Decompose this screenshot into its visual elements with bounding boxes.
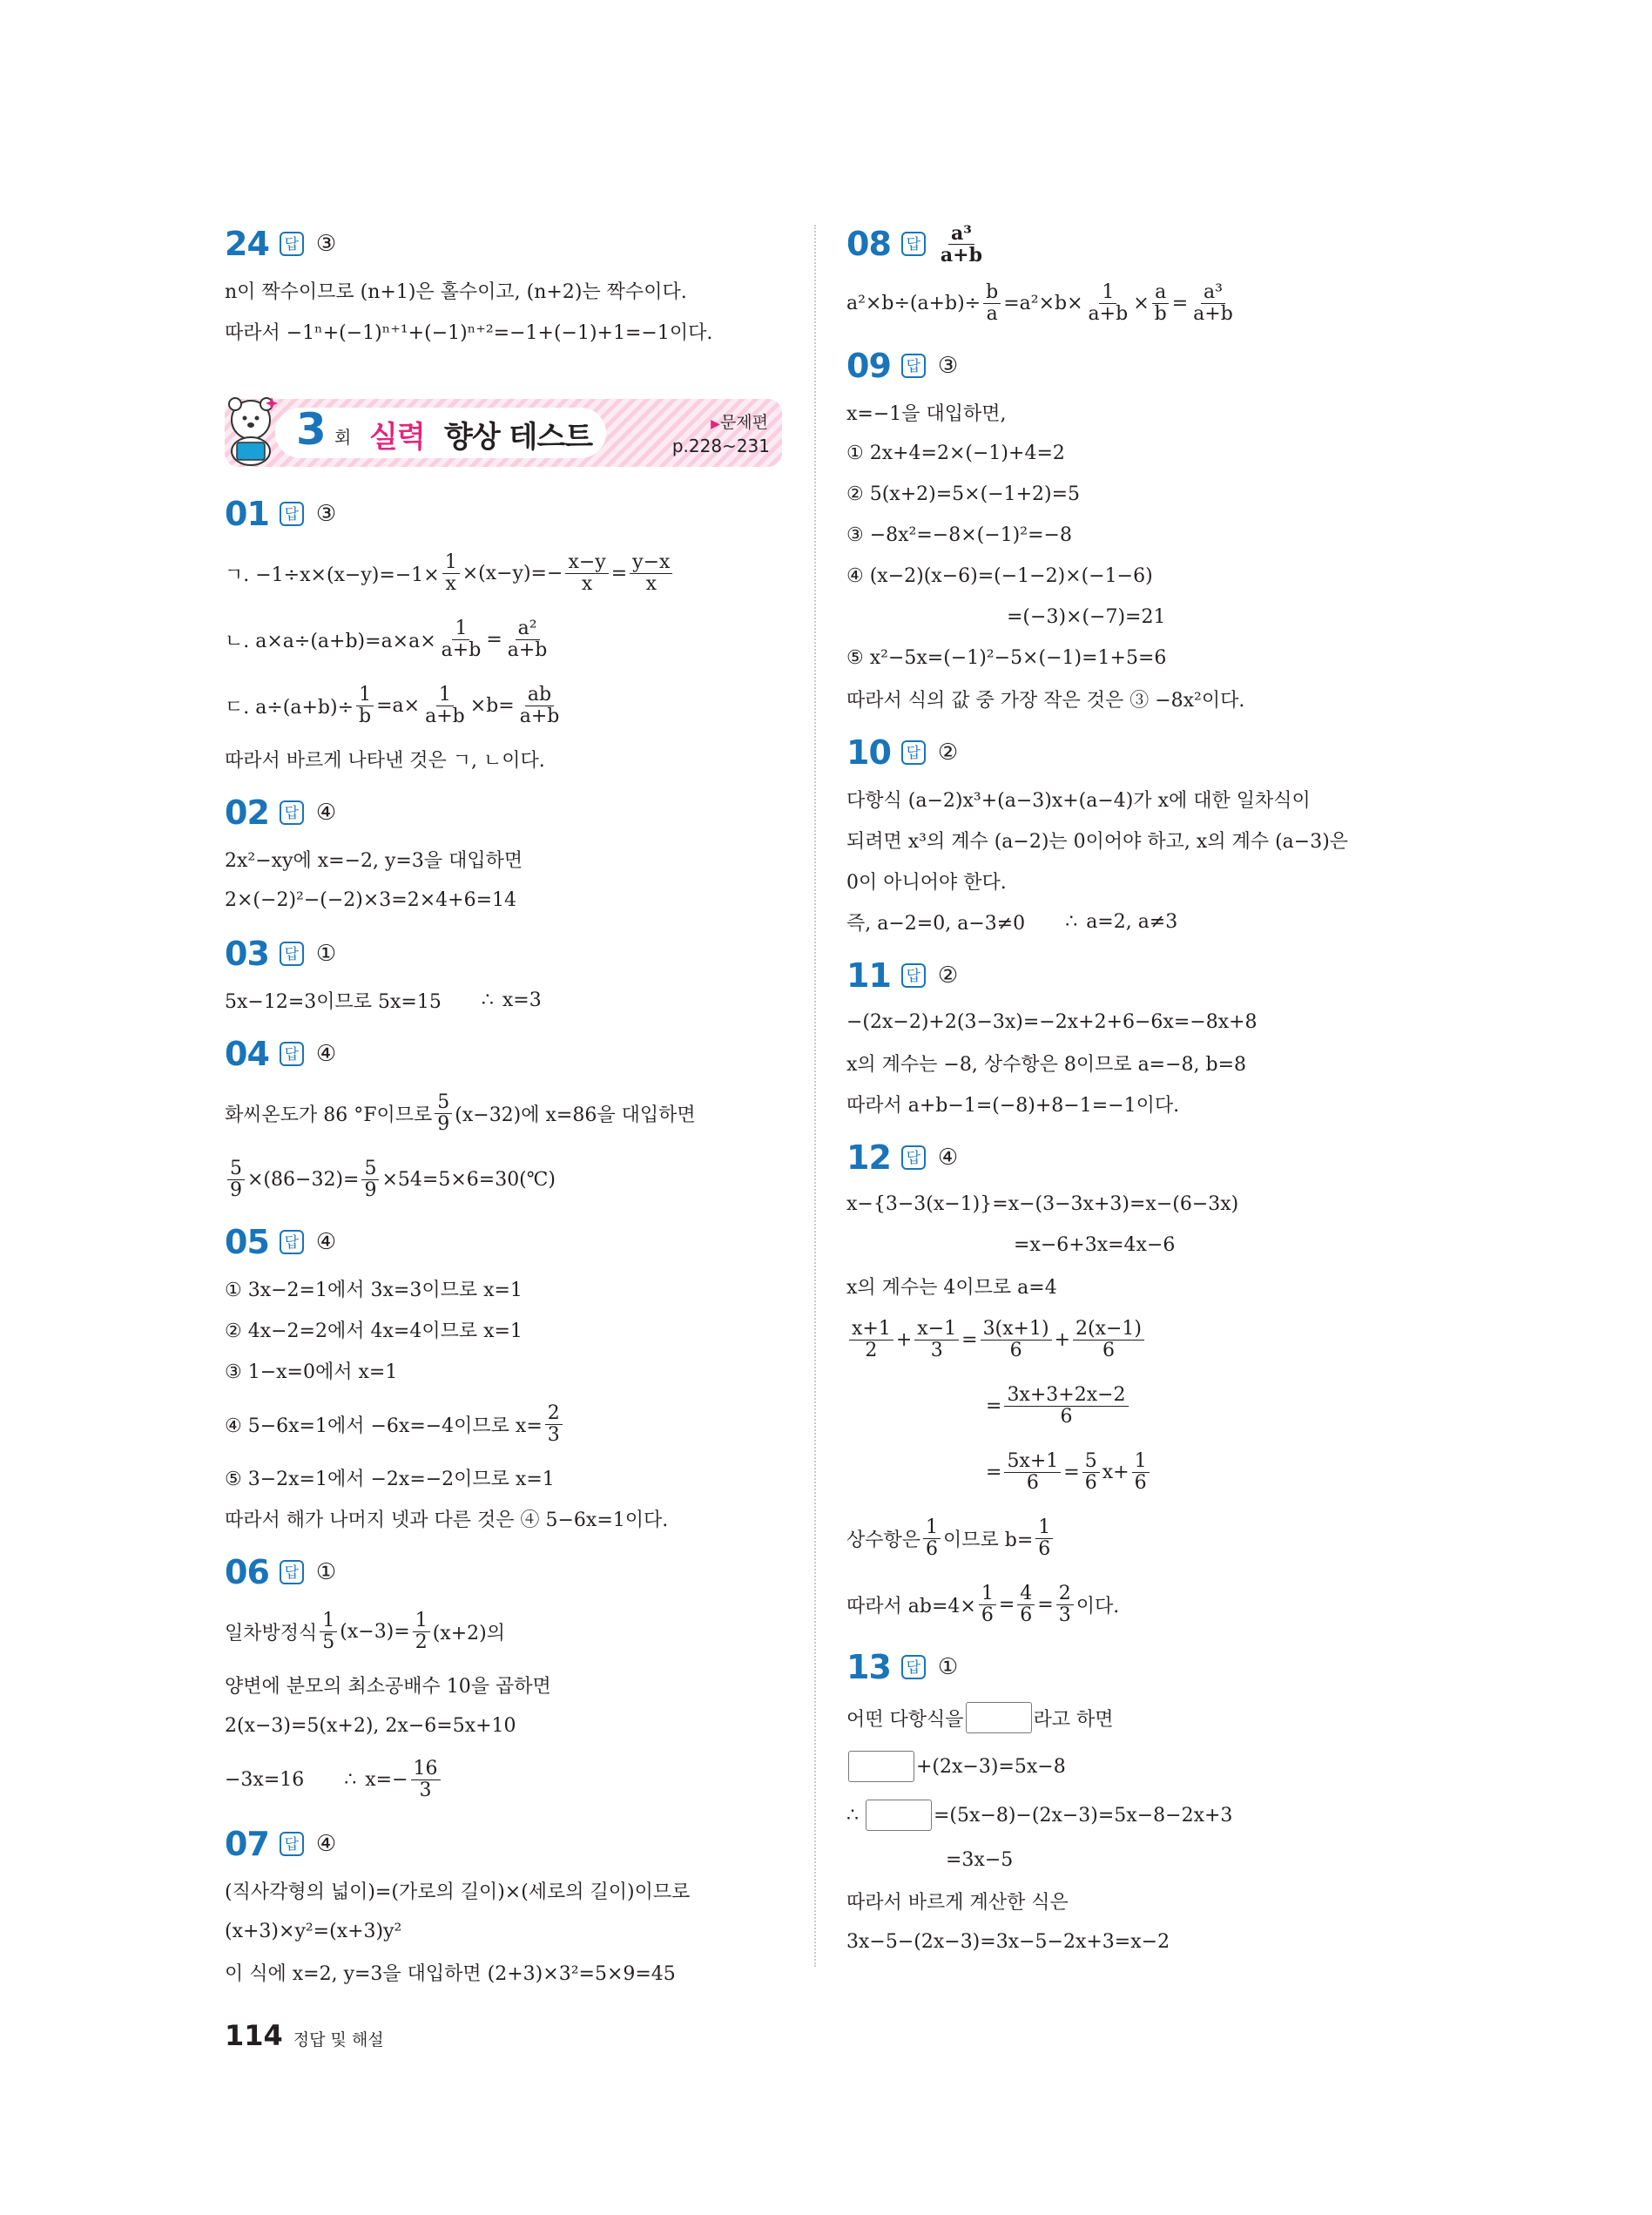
math-text: + (1054, 1328, 1071, 1351)
question-03 (225, 928, 782, 1021)
fraction-numerator: a² (516, 618, 540, 640)
solution-line: 되려면 x³의 계수 (a−2)는 0이어야 하고, x의 계수 (a−3)은 (846, 831, 1349, 853)
math-text: ×(x−y)=− (462, 562, 563, 584)
math-text: = (610, 562, 628, 584)
question-number: 12 (846, 1138, 891, 1177)
blank-box (866, 1800, 932, 1831)
answer: ① (315, 1559, 337, 1585)
solution-line: 따라서 해가 나머지 넷과 다른 것은 ④ 5−6x=1이다. (225, 1509, 669, 1531)
question-number: 01 (225, 495, 269, 533)
answer-badge: 답 (901, 963, 926, 988)
solution-line (846, 1791, 1421, 1840)
solution-line: −(2x−2)+2(3−3x)=−2x+2+6−6x=−8x+8 (846, 1011, 1258, 1033)
page-number: 114 (225, 2019, 283, 2052)
fraction (1017, 1584, 1035, 1626)
solution-line: ① 3x−2=1에서 3x=3이므로 x=1 (225, 1280, 523, 1301)
solution-line: 양변에 분모의 최소공배수 10을 곱하면 (225, 1676, 551, 1698)
math-text: (x−3)= (340, 1620, 410, 1643)
fraction (1004, 1385, 1128, 1428)
fraction (565, 552, 608, 595)
question-10 (846, 726, 1421, 942)
answer: ④ (315, 1229, 337, 1255)
fraction (411, 1759, 441, 1801)
fraction-numerator: ab (525, 685, 554, 706)
math-text: ∴ (481, 989, 494, 1011)
fraction-numerator: 1 (1132, 1451, 1150, 1473)
math-text: × (1133, 292, 1150, 314)
fraction (1152, 282, 1170, 325)
fraction (356, 685, 374, 727)
polar-bear-icon (223, 394, 279, 467)
fraction-numerator: 1 (320, 1611, 337, 1632)
math-text: =(5x−8)−(2x−3)=5x−8−2x+3 (934, 1804, 1233, 1827)
round-number: 3 (296, 404, 327, 455)
solution-line: 다항식 (a−2)x³+(a−3)x+(a−4)가 x에 대한 일차식이 (846, 790, 1311, 812)
fraction (1035, 1517, 1053, 1560)
solution-line (225, 1080, 782, 1146)
fraction-denominator: a (986, 302, 998, 325)
left-column (225, 218, 782, 352)
solution-line: 2x²−xy에 x=−2, y=3을 대입하면 (225, 850, 523, 872)
math-text: = (986, 1395, 1002, 1417)
fraction (1073, 1319, 1144, 1361)
math-text: 이므로 b= (943, 1529, 1034, 1551)
answer: ③ (315, 231, 337, 257)
question-12 (846, 1131, 1421, 1638)
fraction-numerator: 1 (442, 552, 460, 574)
answer-badge: 답 (280, 800, 304, 825)
question-number: 07 (225, 1825, 269, 1863)
question-13 (846, 1641, 1421, 1962)
fraction (1132, 1451, 1150, 1494)
solution-line (225, 980, 782, 1021)
fraction (413, 1611, 430, 1653)
fraction-denominator: x (645, 572, 657, 595)
solution-line (225, 1746, 782, 1813)
fraction-denominator: 6 (981, 1604, 994, 1626)
fraction-numerator: a³ (948, 223, 974, 245)
fraction (1190, 282, 1236, 325)
fraction-denominator: x (581, 572, 593, 595)
math-text: ∴ (344, 1768, 357, 1791)
solution-line: (x+3)×y²=(x+3)y² (225, 1921, 402, 1942)
fraction (981, 1319, 1052, 1361)
solution-line (846, 1505, 1421, 1571)
fraction-numerator: 5 (227, 1158, 245, 1180)
fraction-numerator: 4 (1017, 1584, 1035, 1605)
answer-badge: 답 (280, 502, 304, 526)
solution-line: 따라서 a+b−1=(−8)+8−1=−1이다. (846, 1095, 1180, 1117)
math-text: −3x=16 (225, 1768, 305, 1791)
math-text: x=− (365, 1768, 408, 1791)
fraction (923, 1517, 941, 1560)
answer: ① (937, 1654, 959, 1680)
fraction-numerator: 2 (545, 1403, 563, 1425)
fraction-denominator: a+b (1193, 302, 1233, 325)
fraction-denominator: 6 (1084, 1471, 1097, 1494)
fraction-denominator: 2 (865, 1339, 878, 1361)
solution-line (846, 1439, 1421, 1505)
question-number: 13 (846, 1648, 891, 1686)
math-text: = (998, 1593, 1015, 1616)
blank-box (848, 1751, 914, 1782)
solution-line: 2×(−2)²−(−2)×3=2×4+6=14 (225, 889, 517, 911)
question-number: 03 (225, 935, 269, 973)
solution-line: 2(x−3)=5(x+2), 2x−6=5x+10 (225, 1715, 516, 1737)
fraction-numerator: 1 (436, 685, 454, 706)
fraction (545, 1403, 563, 1446)
fraction-numerator: 3x+3+2x−2 (1004, 1385, 1128, 1407)
solution-line: 따라서 바르게 나타낸 것은 ㄱ, ㄴ이다. (225, 750, 545, 772)
fraction (320, 1611, 337, 1653)
solution-line: 따라서 바르게 계산한 식은 (846, 1892, 1069, 1914)
answer: ③ (315, 501, 337, 527)
fraction-denominator: 5 (322, 1631, 335, 1653)
solution-line: n이 짝수이므로 (n+1)은 홀수이고, (n+2)는 짝수이다. (225, 281, 687, 303)
fraction-denominator: a+b (425, 705, 465, 727)
fraction (435, 1092, 452, 1135)
reference-label: ▶문제편 (711, 413, 768, 432)
question-number: 11 (846, 956, 891, 995)
fraction-denominator: 6 (1102, 1339, 1116, 1361)
fraction-denominator: a+b (1088, 302, 1129, 325)
answer: ② (937, 962, 959, 989)
solution-line: ③ −8x²=−8×(−1)²=−8 (846, 524, 1072, 546)
solution-line (846, 1742, 1421, 1791)
math-text: ㄷ. a÷(a+b)÷ (225, 696, 354, 719)
answer-badge: 답 (280, 1560, 304, 1584)
solution-line: ⑤ 3−2x=1에서 −2x=−2이므로 x=1 (225, 1469, 555, 1490)
answer-badge: 답 (901, 232, 926, 256)
answer-badge: 답 (901, 1655, 926, 1679)
fraction-numerator: a (1152, 282, 1169, 304)
solution-line (846, 270, 1421, 336)
fraction-numerator: 1 (1035, 1517, 1053, 1539)
fraction-numerator: 5 (435, 1092, 452, 1114)
math-text: (x−32)에 x=86을 대입하면 (455, 1104, 696, 1126)
math-text: ∴ (846, 1804, 859, 1827)
solution-line: ④ (x−2)(x−6)=(−1−2)×(−1−6) (846, 565, 1153, 587)
math-text: =a× (376, 694, 421, 717)
math-text: = (486, 628, 502, 651)
fraction-numerator: 5 (361, 1158, 379, 1180)
solution-line: 따라서 −1ⁿ+(−1)ⁿ⁺¹+(−1)ⁿ⁺²=−1+(−1)+1=−1이다. (225, 322, 713, 344)
math-text: +(2x−3)=5x−8 (916, 1755, 1066, 1778)
fraction (630, 552, 672, 595)
math-text: x=3 (502, 989, 542, 1011)
answer-badge: 답 (280, 942, 304, 966)
solution-line: x의 계수는 4이므로 a=4 (846, 1277, 1057, 1299)
fraction (1004, 1451, 1061, 1494)
solution-line: (직사각형의 넓이)=(가로의 길이)×(세로의 길이)이므로 (225, 1881, 691, 1903)
question-06 (225, 1546, 782, 1813)
round-suffix: 회 (334, 427, 352, 448)
question-number: 08 (846, 225, 891, 263)
math-text: a²×b÷(a+b)÷ (846, 292, 981, 314)
solution-line: x−{3−3(x−1)}=x−(3−3x+3)=x−(6−3x) (846, 1193, 1239, 1215)
question-number: 04 (225, 1035, 269, 1073)
fraction-denominator: 9 (230, 1178, 242, 1201)
solution-line: ③ 1−x=0에서 x=1 (225, 1361, 398, 1383)
page-footer (225, 2019, 384, 2052)
solution-line: ② 5(x+2)=5×(−1+2)=5 (846, 483, 1081, 505)
solution-line (225, 1598, 782, 1665)
question-02 (225, 787, 782, 921)
question-number: 05 (225, 1223, 269, 1261)
question-04 (225, 1028, 782, 1212)
fraction-numerator: 1 (979, 1584, 996, 1605)
fraction (361, 1158, 379, 1201)
solution-line (846, 1307, 1421, 1373)
question-11 (846, 949, 1421, 1124)
fraction-numerator: 3(x+1) (981, 1319, 1052, 1340)
answer-badge: 답 (901, 354, 926, 378)
column-divider (814, 225, 816, 1967)
math-text: + (895, 1328, 913, 1351)
solution-line (225, 1146, 782, 1212)
fraction-denominator: b (359, 705, 372, 727)
math-text: = (1037, 1593, 1054, 1616)
fraction-numerator: a³ (1201, 282, 1225, 304)
question-number: 09 (846, 347, 891, 385)
fraction-denominator: 6 (1009, 1339, 1022, 1361)
fraction (1056, 1584, 1074, 1626)
answer-badge: 답 (901, 740, 926, 765)
math-text: =a²×b× (1003, 292, 1083, 314)
fraction-denominator: a+b (940, 243, 982, 267)
math-text: ×b= (469, 694, 515, 717)
fraction (442, 552, 460, 595)
solution-line (846, 1693, 1421, 1742)
fraction (979, 1584, 996, 1626)
question-08 (846, 218, 1421, 336)
solution-line: ① 2x+4=2×(−1)+4=2 (846, 442, 1065, 464)
math-text: = (1063, 1461, 1080, 1483)
answer-badge: 답 (901, 1145, 926, 1170)
math-text: 상수항은 (846, 1529, 921, 1551)
solution-line: =3x−5 (946, 1849, 1014, 1871)
left-column-lower (225, 488, 782, 1993)
fraction-denominator: a+b (519, 705, 560, 727)
fraction (517, 685, 563, 727)
right-column (846, 218, 1421, 1962)
answer-badge: 답 (280, 1832, 304, 1856)
answer: ④ (315, 1831, 337, 1857)
fraction-numerator: x−y (565, 552, 608, 574)
test-banner (225, 399, 782, 467)
question-07 (225, 1818, 782, 1993)
solution-line: ⑤ x²−5x=(−1)²−5×(−1)=1+5=6 (846, 647, 1167, 669)
fraction-denominator: x (445, 572, 456, 595)
fraction-denominator: 6 (1026, 1471, 1039, 1494)
math-text: ∴ (1065, 911, 1078, 933)
banner-title-highlight: 실력 (369, 420, 425, 455)
page-label: 정답 및 해설 (293, 2030, 384, 2050)
solution-line (846, 1571, 1421, 1638)
math-text: 라고 하면 (1033, 1708, 1114, 1731)
answer: ④ (315, 800, 337, 826)
answer-badge: 답 (280, 232, 304, 256)
answer-badge: 답 (280, 1042, 304, 1066)
answer: ④ (937, 1145, 959, 1171)
fraction-numerator: b (983, 282, 1001, 304)
reference-pages: p.228~231 (671, 436, 770, 456)
question-number: 24 (225, 225, 269, 263)
fraction-denominator: 9 (437, 1112, 450, 1135)
fraction-numerator: 2 (1056, 1584, 1074, 1605)
solution-line (225, 540, 782, 606)
fraction-denominator: 3 (419, 1779, 432, 1801)
fraction (439, 618, 484, 661)
fraction (422, 685, 468, 727)
fraction-numerator: 1 (413, 1611, 430, 1632)
question-number: 06 (225, 1553, 269, 1591)
fraction-denominator: 6 (1038, 1537, 1051, 1560)
math-text: = (961, 1328, 978, 1351)
fraction-denominator: 3 (930, 1339, 943, 1361)
fraction (505, 618, 550, 661)
math-text: ㄴ. a×a÷(a+b)=a×a× (225, 630, 436, 652)
fraction-numerator: 1 (1099, 282, 1116, 304)
banner-title: 향상 테스트 (444, 420, 593, 455)
math-text: a=2, a≠3 (1086, 911, 1178, 933)
math-text: (x+2)의 (432, 1622, 505, 1644)
solution-line: =(−3)×(−7)=21 (1007, 606, 1166, 628)
fraction-denominator: a+b (441, 638, 482, 661)
answer: ④ (315, 1041, 337, 1067)
math-text: ④ 5−6x=1에서 −6x=−4이므로 x= (225, 1415, 543, 1437)
fraction (983, 282, 1001, 325)
fraction (914, 1319, 959, 1361)
fraction-denominator: 3 (547, 1423, 560, 1446)
fraction-numerator: 5x+1 (1004, 1451, 1061, 1473)
solution-line: x=−1을 대입하면, (846, 403, 1007, 425)
question-number: 10 (846, 733, 891, 772)
answer (938, 223, 985, 266)
solution-line: 이 식에 x=2, y=3을 대입하면 (2+3)×3²=5×9=45 (225, 1963, 676, 1985)
solution-line (225, 672, 782, 739)
fraction-denominator: 6 (1134, 1471, 1147, 1494)
answer: ② (937, 739, 959, 766)
question-09 (846, 340, 1421, 719)
fraction-numerator: 1 (356, 685, 374, 706)
solution-line: 따라서 식의 값 중 가장 작은 것은 ③ −8x²이다. (846, 690, 1245, 712)
fraction (227, 1158, 245, 1201)
solution-line: ② 4x−2=2에서 4x=4이므로 x=1 (225, 1320, 523, 1342)
math-text: = (1171, 292, 1189, 314)
answer: ① (315, 941, 337, 967)
solution-line (225, 1391, 782, 1457)
solution-line: 0이 아니어야 한다. (846, 872, 1007, 894)
fraction-numerator: y−x (630, 552, 672, 574)
solution-line (225, 606, 782, 672)
fraction-denominator: a+b (507, 638, 548, 661)
solution-line (846, 902, 1421, 942)
fraction (849, 1319, 893, 1361)
fraction-numerator: 16 (411, 1759, 441, 1780)
fraction-numerator: 5 (1082, 1451, 1100, 1473)
answer-badge: 답 (280, 1230, 304, 1254)
math-text: ㄱ. −1÷x×(x−y)=−1× (225, 564, 440, 586)
fraction (1086, 282, 1131, 325)
solution-line: 3x−5−(2x−3)=3x−5−2x+3=x−2 (846, 1931, 1170, 1953)
solution-line: =x−6+3x=4x−6 (1014, 1234, 1176, 1256)
fraction-numerator: 1 (923, 1517, 941, 1539)
fraction-numerator: x+1 (849, 1319, 893, 1340)
math-text: ×54=5×6=30(℃) (381, 1168, 556, 1191)
math-text: x+ (1102, 1461, 1129, 1483)
fraction-numerator: 1 (452, 618, 469, 640)
math-text: ×(86−32)= (247, 1168, 360, 1191)
math-text: 화씨온도가 86 °F이므로 (225, 1104, 433, 1126)
math-text: = (986, 1461, 1002, 1483)
fraction-denominator: b (1154, 302, 1167, 325)
triangle-icon: ▶ (711, 417, 720, 431)
fraction-denominator: 6 (1060, 1405, 1073, 1428)
fraction-denominator: 6 (926, 1537, 939, 1560)
question-number: 02 (225, 793, 269, 832)
math-text: 이다. (1075, 1595, 1120, 1617)
math-text: 5x−12=3이므로 5x=15 (225, 991, 442, 1013)
fraction-denominator: 9 (364, 1178, 377, 1201)
blank-box (966, 1702, 1032, 1733)
fraction-numerator: x−1 (914, 1319, 959, 1340)
solution-line (846, 1373, 1421, 1439)
math-text: 일차방정식 (225, 1622, 318, 1644)
math-text: 어떤 다항식을 (846, 1708, 964, 1731)
question-24 (225, 218, 782, 352)
fraction-denominator: 3 (1058, 1604, 1071, 1626)
fraction-denominator: 2 (415, 1631, 428, 1653)
fraction-denominator: 6 (1020, 1604, 1033, 1626)
math-text: 즉, a−2=0, a−3≠0 (846, 913, 1026, 935)
question-01 (225, 488, 782, 780)
fraction-numerator: 2(x−1) (1073, 1319, 1144, 1340)
math-text: 따라서 ab=4× (846, 1595, 976, 1617)
answer: ③ (937, 353, 959, 379)
question-05 (225, 1216, 782, 1539)
solution-line: x의 계수는 −8, 상수항은 8이므로 a=−8, b=8 (846, 1054, 1247, 1076)
fraction (1082, 1451, 1100, 1494)
